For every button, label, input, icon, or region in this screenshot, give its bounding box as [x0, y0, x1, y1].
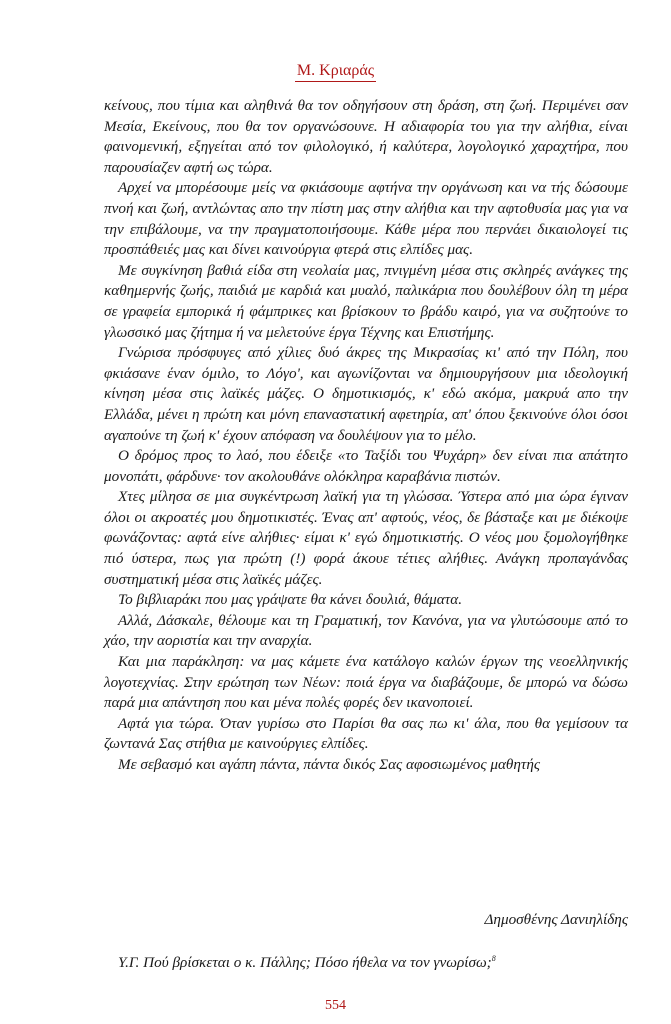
paragraph: Και μια παράκληση: να μας κάμετε ένα κατάλογο καλών έργων της νεοελληνικής λογοτεχνίας. Στην ερώτηση των Νέων: ποιά έργα να διαβάζουμε, δε μπορώ να δώσω παρά μια απάντηση που και μένα πολές φορές δεν ικανοποιεί. — [104, 653, 628, 712]
paragraph: Με συγκίνηση βαθιά είδα στη νεολαία μας, πνιγμένη μέσα στις σκληρές ανάγκες της καθημερνής ζωής, παιδιά με καρδιά και μυαλό, παλικάρια που δουλέβουν όλη τη μέρα σε γραφεία εμπορικά ή φάμπρικες και βρίσκουν το βράδυ καιρό, για να συζητούνε το γλωσσικό μας ζήτημα ή να μελετούνε έργα Τέχνης και Επιστήμης. — [104, 261, 628, 341]
postscript — [118, 953, 628, 973]
paragraph: Αρχεί να μπορέσουμε μείς να φκιάσουμε αφτήνα την οργάνωση και να τής δώσουμε πνοή και ζωή, αντλώντας απο την πίστη μας στην αλήθια και την αφτοθυσία μας για να την επιβάλουμε, να την πραγματοποιήσουμε. Κάθε μέρα που περνάει δικαιολογεί τις προσπάθειές μας και δίνει καινούργια φτερά στις ελπίδες μας. — [104, 179, 628, 259]
closing-line: Με σεβασμό και αγάπη πάντα, πάντα δικός Σας αφοσιωμένος μαθητής — [118, 756, 541, 773]
paragraph: κείνους, που τίμια και αληθινά θα τον οδηγήσουν στη δράση, στη ζωή. Περιμένει σαν Μεσία, Εκείνους, που θα τον οργανώσουνε. Η αδιαφορία του για την αλήθια, είναι φαινομενική, εξηγείται από τον φιλολογικό, ή καλύτερα, λογολογικό χαραχτήρα, που παρουσίαζεν αφτή ως τώρα. — [104, 97, 628, 176]
paragraph: Αλλά, Δάσκαλε, θέλουμε και τη Γραματική, τον Κανόνα, για να γλυτώσουμε από το χάο, την αοριστία και την αναρχία. — [104, 611, 628, 650]
page-number: 554 — [325, 998, 346, 1013]
postscript-text: Υ.Γ. Πού βρίσκεται ο κ. Πάλλης; Πόσο ήθελα να τον γνωρίσω; — [118, 954, 492, 971]
letter-body — [104, 96, 628, 776]
paragraph: Γνώρισα πρόσφυγες από χίλιες δυό άκρες της Μικρασίας κι' από την Πόλη, που φκιάσανε έναν όμιλο, το Λόγο', και αγωνίζονται να δημιουργήσουν μια ιδεολογική κίνηση μέσα στις λαϊκές μάζες. Ο δημοτικισμός, κ' εδώ ακόμα, μακρυά απο την Ελλάδα, μένει η πρώτη και μόνη επαναστατική αφετηρία, απ' όπου ξεκινούνε όλοι όσοι αγαπούνε τη ζωή κ' έχουν απόφαση να δουλέψουν για το μέλο. — [104, 344, 628, 444]
running-header — [0, 62, 671, 82]
paragraph: Το βιβλιαράκι που μας γράψατε θα κάνει δουλιά, θάματα. — [118, 591, 462, 609]
author-header-title: Μ. Κριαράς — [295, 62, 376, 82]
signature — [104, 910, 628, 930]
signature-name: Δημοσθένης Δανιηλίδης — [484, 911, 628, 928]
paragraph: Ο δρόμος προς το λαό, που έδειξε «το Ταξίδι του Ψυχάρη» δεν είναι πια απάτητο μονοπάτι, φάρδυνε· τον ακολουθάνε ολόκληρα καραβάνια πιστών. — [104, 447, 628, 485]
paragraph: Αφτά για τώρα. Όταν γυρίσω στο Παρίσι θα σας πω κι' άλα, που θα γεμίσουν τα ζωντανά Σας στήθια με καινούργιες ελπίδες. — [104, 714, 628, 753]
footnote-reference[interactable]: 8 — [491, 953, 496, 963]
paragraph: Χτες μίλησα σε μια συγκέντρωση λαϊκή για τη γλώσσα. Ύστερα από μια ώρα έγιναν όλοι οι ακροατές μου δημοτικιστές. Ένας απ' αφτούς, νέος, δε βάσταξε και με διέκοψε φωνάζοντας: αφτά είνε αλήθιες· είμαι κ' εγώ δημοτικιστής. Ο νέος μου ξομολογήθηκε πιό ύστερα, πως για πρώτη (!) φορά άκουε τέτιες αλήθιες. Ανάγκη προπαγάνδας συστηματική μέσα στις λαϊκές μάζες. — [104, 488, 628, 588]
